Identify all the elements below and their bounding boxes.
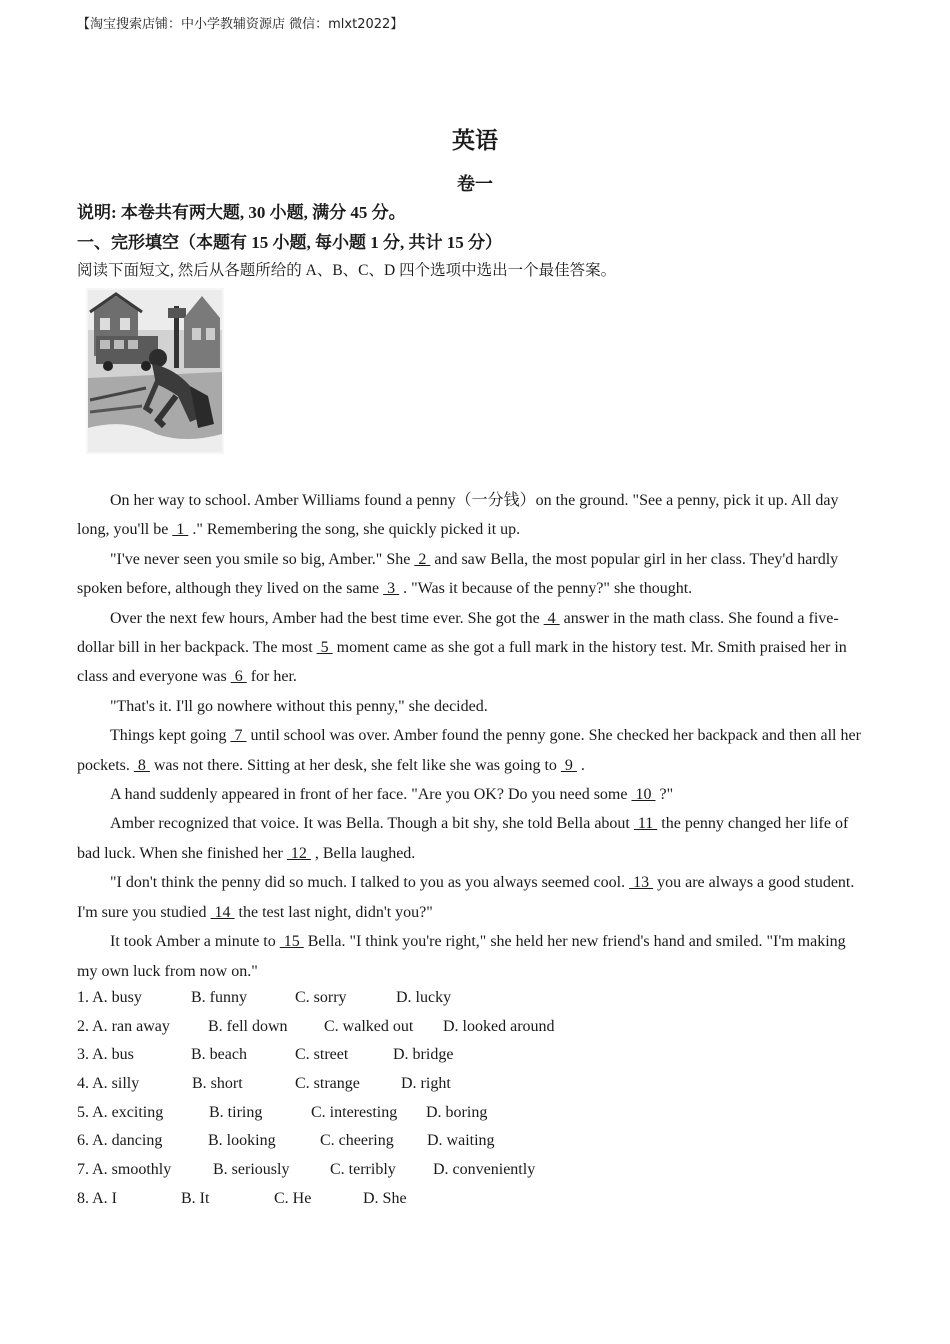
passage-text: for her. <box>246 668 297 686</box>
reading-passage <box>77 486 863 986</box>
passage-paragraph <box>77 927 863 986</box>
passage-text: . "Was it because of the penny?" she thought. <box>399 580 693 598</box>
passage-paragraph <box>77 780 863 809</box>
blank-11: 11 <box>633 815 658 833</box>
option-d: D. bridge <box>393 1046 454 1064</box>
option-c: C. interesting <box>311 1103 398 1121</box>
option-a: 3. A. bus <box>77 1046 134 1064</box>
section-heading: 一、完形填空（本题有 15 小题, 每小题 1 分, 共计 15 分） <box>77 233 502 252</box>
passage-text: Over the next few hours, Amber had the best time ever. She got the <box>110 609 544 627</box>
option-d: D. looked around <box>443 1017 555 1035</box>
passage-text: It took Amber a minute to <box>110 933 280 951</box>
passage-text: the penny changed her life of bad luck. When she finished her <box>77 815 849 862</box>
blank-2: 2 <box>414 550 431 568</box>
passage-text: , Bella laughed. <box>310 844 416 862</box>
passage-text: answer in the math class. She found a five-dollar bill in her backpack. The most <box>77 609 839 657</box>
option-b: B. fell down <box>208 1017 288 1035</box>
girl-picking-up-penny-illustration <box>86 288 224 454</box>
passage-text: ." Remembering the song, she quickly picked it up. <box>188 521 521 539</box>
passage-text: Things kept going <box>110 727 231 745</box>
blank-9: 9 <box>560 756 577 774</box>
passage-paragraph <box>77 721 863 780</box>
passage-text: you are always a good student. I'm sure you studied <box>77 874 855 921</box>
passage-text: moment came as she got a full mark in the history test. Mr. Smith praised her in class and everyone was <box>77 639 847 686</box>
passage-text: and saw Bella, the most popular girl in her class. They'd hardly spoken before, although they lived on the same <box>77 550 839 598</box>
passage-text: . <box>576 756 585 774</box>
option-b: B. tiring <box>209 1103 263 1121</box>
blank-13: 13 <box>629 874 654 892</box>
option-d: D. boring <box>426 1103 488 1121</box>
passage-text: until school was over. Amber found the penny gone. She checked her backpack and then all her pockets. <box>77 727 861 774</box>
option-b: B. funny <box>191 989 247 1006</box>
blank-14: 14 <box>210 903 235 921</box>
blank-12: 12 <box>286 844 311 862</box>
option-d: D. lucky <box>396 989 452 1006</box>
option-a: 7. A. smoothly <box>77 1161 172 1179</box>
passage-text: On her way to school. Amber Williams found a penny（一分钱）on the ground. "See a penny, pick it up. All day long, you'll be <box>77 492 839 539</box>
page-title: 英语 <box>452 127 498 154</box>
blank-5: 5 <box>316 639 333 657</box>
passage-paragraph <box>77 868 863 927</box>
header-note: 【淘宝搜索店铺：中小学教辅资源店 微信：mlxt2022】 <box>77 17 404 32</box>
option-b: B. seriously <box>213 1161 290 1179</box>
passage-text: Bella. "I think you're right," she held her new friend's hand and smiled. "I'm making my own luck from now on." <box>77 933 846 980</box>
option-a: 2. A. ran away <box>77 1017 170 1035</box>
passage-paragraph <box>77 545 863 604</box>
passage-paragraph <box>77 604 863 692</box>
option-d: D. She <box>363 1189 407 1207</box>
option-c: C. strange <box>295 1075 360 1093</box>
option-d: D. conveniently <box>433 1161 536 1179</box>
option-a: 1. A. busy <box>77 989 142 1006</box>
option-c: C. street <box>295 1046 349 1064</box>
option-c: C. He <box>274 1189 312 1207</box>
passage-text: Amber recognized that voice. It was Bella. Though a bit shy, she told Bella about <box>110 815 634 833</box>
option-b: B. looking <box>208 1132 276 1150</box>
option-c: C. walked out <box>324 1017 414 1035</box>
option-b: B. beach <box>191 1046 247 1064</box>
blank-7: 7 <box>230 727 247 745</box>
option-d: D. waiting <box>427 1132 495 1150</box>
option-c: C. terribly <box>330 1161 396 1179</box>
blank-15: 15 <box>279 933 304 951</box>
blank-4: 4 <box>543 609 560 627</box>
option-b: B. It <box>181 1189 210 1207</box>
blank-8: 8 <box>133 756 150 774</box>
page-subtitle: 卷一 <box>457 174 493 195</box>
option-d: D. right <box>401 1075 451 1093</box>
option-a: 8. A. I <box>77 1189 117 1207</box>
blank-1: 1 <box>172 521 189 539</box>
option-a: 6. A. dancing <box>77 1132 163 1150</box>
option-a: 5. A. exciting <box>77 1103 164 1121</box>
passage-paragraph: "That's it. I'll go nowhere without this penny," she decided. <box>110 697 488 715</box>
exam-instruction: 说明: 本卷共有两大题, 30 小题, 满分 45 分。 <box>77 203 406 222</box>
passage-text: "I don't think the penny did so much. I talked to you as you always seemed cool. <box>110 874 630 892</box>
option-c: C. cheering <box>320 1132 394 1150</box>
passage-text: A hand suddenly appeared in front of her face. "Are you OK? Do you need some <box>110 786 632 804</box>
passage-text: ?" <box>655 786 674 804</box>
option-b: B. short <box>192 1075 243 1093</box>
passage-paragraph <box>77 809 863 868</box>
passage-text: the test last night, didn't you?" <box>234 903 433 921</box>
section-directions: 阅读下面短文, 然后从各题所给的 A、B、C、D 四个选项中选出一个最佳答案。 <box>77 262 617 279</box>
passage-paragraph <box>77 486 863 545</box>
blank-10: 10 <box>631 786 656 804</box>
passage-text: was not there. Sitting at her desk, she felt like she was going to <box>149 756 561 774</box>
option-c: C. sorry <box>295 989 347 1006</box>
passage-text: "I've never seen you smile so big, Amber." She <box>110 550 415 568</box>
blank-6: 6 <box>230 668 247 686</box>
option-a: 4. A. silly <box>77 1075 140 1093</box>
blank-3: 3 <box>383 580 400 598</box>
